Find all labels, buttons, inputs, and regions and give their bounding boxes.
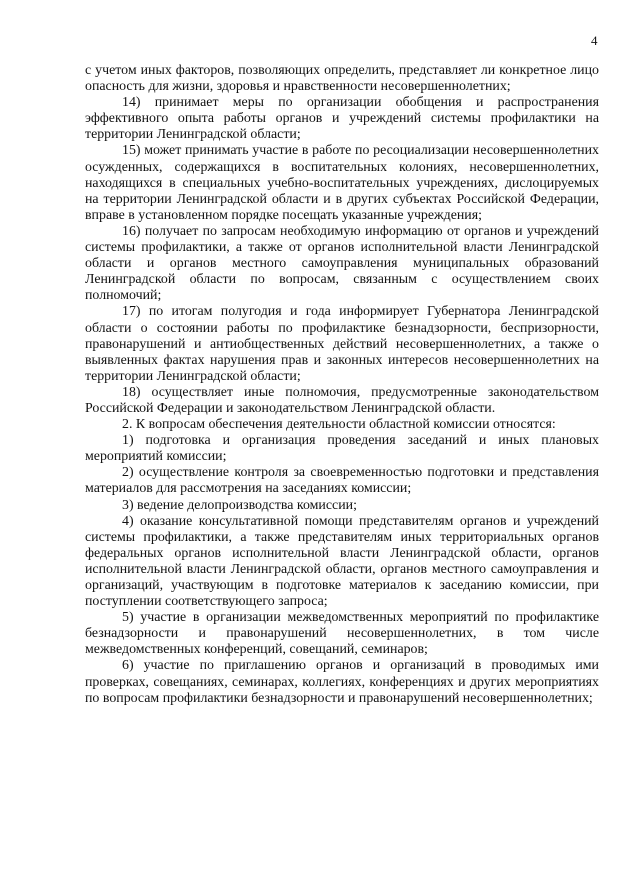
paragraph-item-17: 17) по итогам полугодия и года информирует Губернатора Ленинградской области о состоянии работы по профилактике безнадзорности, беспризорности, правонарушений и антиобщественных действий несовершеннолетних, а также о выявленных фактах нарушения прав и законных интересов несовершеннолетних на территории Ленинградской области; (85, 304, 599, 384)
document-body (85, 63, 599, 707)
paragraph-section2-item-5: 5) участие в организации межведомственных мероприятий по профилактике безнадзорности и правонарушений несовершеннолетних, в том числе межведомственных конференций, совещаний, семинаров; (85, 610, 599, 658)
paragraph-section2-item-2: 2) осуществление контроля за своевременностью подготовки и представления материалов для рассмотрения на заседаниях комиссии; (85, 465, 599, 497)
paragraph-section2-item-6: 6) участие по приглашению органов и организаций в проводимых ими проверках, совещаниях, семинарах, коллегиях, конференциях и других мероприятиях по вопросам профилактики безнадзорности и правонарушений несовершеннолетних; (85, 658, 599, 706)
paragraph-section2-item-4: 4) оказание консультативной помощи представителям органов и учреждений системы профилактики, а также представителям иных территориальных органов федеральных органов исполнительной власти Ленинградской области, органов исполнительной власти Ленинградской области, органов местного самоуправления и организаций, участвующим в подготовке материалов к заседанию комиссии, при поступлении соответствующего запроса; (85, 513, 599, 610)
paragraph-continuation: с учетом иных факторов, позволяющих определить, представляет ли конкретное лицо опасность для жизни, здоровья и нравственности несовершеннолетних; (85, 63, 599, 95)
paragraph-item-18: 18) осуществляет иные полномочия, предусмотренные законодательством Российской Федерации и законодательством Ленинградской области. (85, 384, 599, 416)
paragraph-item-15: 15) может принимать участие в работе по ресоциализации несовершеннолетних осужденных, содержащихся в воспитательных колониях, несовершеннолетних, находящихся в специальных учебно-воспитательных учреждениях, дислоцируемых на территории Ленинградской области и в других субъектах Российской Федерации, вправе в установленном порядке посещать указанные учреждения; (85, 143, 599, 223)
paragraph-item-14: 14) принимает меры по организации обобщения и распространения эффективного опыта работы органов и учреждений системы профилактики на территории Ленинградской области; (85, 95, 599, 143)
page-number: 4 (591, 33, 598, 48)
section-2-heading: 2. К вопросам обеспечения деятельности областной комиссии относятся: (122, 417, 556, 433)
paragraph-section2-item-3: 3) ведение делопроизводства комиссии; (122, 497, 357, 513)
paragraph-section2-item-1: 1) подготовка и организация проведения заседаний и иных плановых мероприятий комиссии; (85, 433, 599, 465)
paragraph-item-16: 16) получает по запросам необходимую информацию от органов и учреждений системы профилактики, а также от органов исполнительной власти Ленинградской области и органов местного самоуправления муниципальных образований Ленинградской области по вопросам, связанным с осуществлением своих полномочий; (85, 223, 599, 304)
